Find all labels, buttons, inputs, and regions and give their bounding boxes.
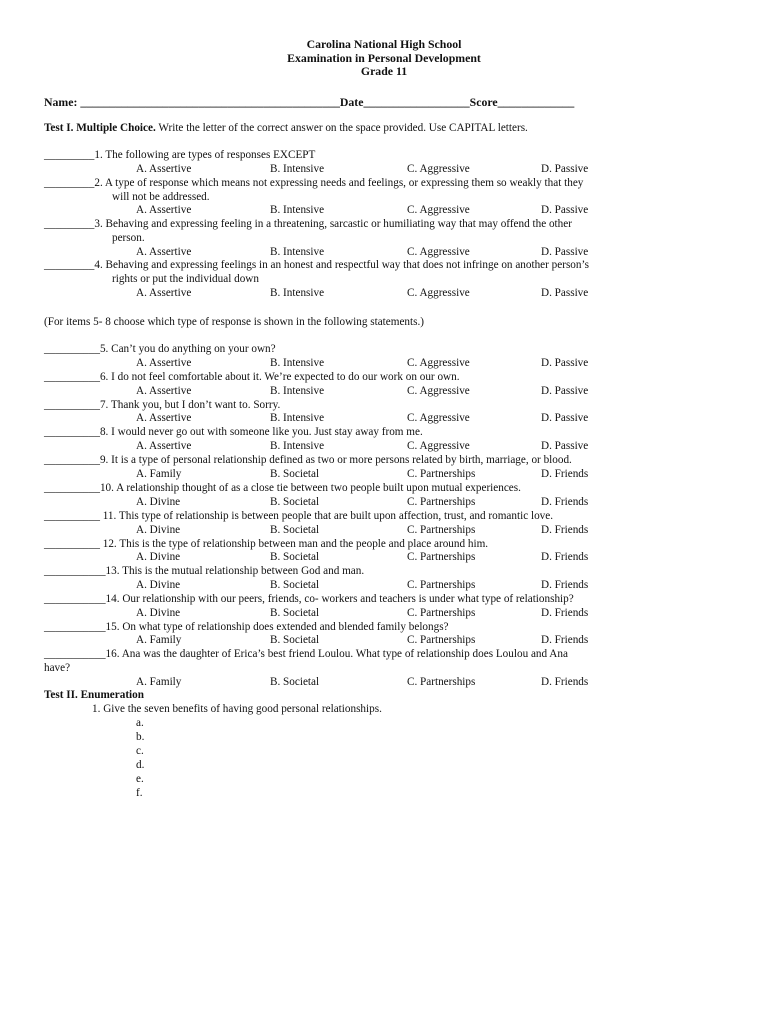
items-5-8-note: (For items 5- 8 choose which type of response is shown in the following statements.) [44,316,425,328]
question-11-options [0,524,768,538]
option-d: D. Friends [541,524,589,536]
test1-title: Test I. Multiple Choice. [44,122,156,134]
question-3-text: _________3. Behaving and expressing feeling in a threatening, sarcastic or humiliating way that may offend the other [44,218,572,230]
option-c: C. Aggressive [407,287,470,299]
question-11 [44,510,553,524]
option-d: D. Passive [541,440,589,452]
question-9 [44,454,572,468]
option-c: C. Aggressive [407,163,470,175]
question-2-text-cont: will not be addressed. [112,190,210,203]
question-6-text: __________6. I do not feel comfortable about it. We’re expected to do our work on our own. [44,371,460,383]
question-5-options [0,357,768,371]
question-1-text: _________1. The following are types of responses EXCEPT [44,149,316,161]
option-a: A. Assertive [136,412,192,424]
question-7 [44,399,280,413]
option-a: A. Divine [136,607,181,619]
option-a: A. Divine [136,579,181,591]
option-b: B. Societal [270,551,320,563]
option-b: B. Intensive [270,204,325,216]
option-a: A. Assertive [136,440,192,452]
option-c: C. Aggressive [407,246,470,258]
enum-item-f[interactable]: f. [136,787,143,799]
option-d: D. Passive [541,385,589,397]
option-b: B. Societal [270,579,320,591]
option-b: B. Societal [270,676,320,688]
option-b: B. Societal [270,607,320,619]
option-a: A. Family [136,468,182,480]
question-13-options [0,579,768,593]
option-b: B. Intensive [270,163,325,175]
option-d: D. Friends [541,551,589,563]
option-c: C. Partnerships [407,551,476,563]
enum-item-c[interactable]: c. [136,745,144,757]
option-d: D. Passive [541,412,589,424]
question-12 [44,538,488,552]
enum-item-a[interactable]: a. [136,717,144,729]
option-b: B. Intensive [270,287,325,299]
option-c: C. Aggressive [407,412,470,424]
option-d: D. Passive [541,357,589,369]
question-6 [44,371,460,385]
option-d: D. Passive [541,204,589,216]
question-5 [44,343,276,357]
test1-instructions [44,122,528,134]
question-15 [44,621,449,635]
question-14-text: ___________14. Our relationship with our peers, friends, co- workers and teachers is under what type of relationship? [44,593,574,605]
option-c: C. Partnerships [407,607,476,619]
question-7-options [0,412,768,426]
option-d: D. Friends [541,579,589,591]
question-8-text: __________8. I would never go out with someone like you. Just stay away from me. [44,426,423,438]
question-16 [44,648,568,676]
question-3-text-cont: person. [112,231,145,244]
option-a: A. Divine [136,524,181,536]
option-d: D. Friends [541,676,589,688]
name-date-score-line[interactable]: Name: ____________________________________________Date__________________Score_____________ [44,95,575,109]
question-2-text: _________2. A type of response which means not expressing needs and feelings, or expressing them so weakly that they [44,177,584,189]
option-d: D. Friends [541,607,589,619]
exam-header [0,38,768,79]
option-b: B. Intensive [270,412,325,424]
enumeration-question: 1. Give the seven benefits of having good personal relationships. [92,703,382,715]
question-1-options [0,163,768,177]
question-4-text-cont: rights or put the individual down [112,272,259,285]
question-15-options [0,634,768,648]
option-c: C. Aggressive [407,204,470,216]
question-4-text: _________4. Behaving and expressing feelings in an honest and respectful way that does not infringe on another person’s [44,259,589,271]
question-1 [44,149,315,163]
question-4-options [0,287,768,301]
option-a: A. Assertive [136,357,192,369]
question-2 [44,177,583,205]
question-13-text: ___________13. This is the mutual relationship between God and man. [44,565,365,577]
option-c: C. Partnerships [407,524,476,536]
school-name: Carolina National High School [306,37,462,51]
question-8 [44,426,423,440]
option-c: C. Aggressive [407,440,470,452]
test2-title: Test II. Enumeration [44,689,144,701]
question-14 [44,593,574,607]
enum-item-b[interactable]: b. [136,731,145,743]
test1-instruction-text: Write the letter of the correct answer on the space provided. Use CAPITAL letters. [155,122,528,134]
question-12-text: __________ 12. This is the type of relationship between man and the people and place around him. [44,538,489,550]
question-15-text: ___________15. On what type of relationship does extended and blended family belongs? [44,621,449,633]
question-10-options [0,496,768,510]
question-16-text-cont: have? [44,661,71,674]
question-3 [44,218,572,246]
option-a: A. Assertive [136,204,192,216]
question-8-options [0,440,768,454]
option-a: A. Family [136,676,182,688]
option-b: B. Intensive [270,440,325,452]
option-c: C. Partnerships [407,496,476,508]
grade-level: Grade 11 [360,64,408,78]
option-a: A. Assertive [136,287,192,299]
option-c: C. Aggressive [407,357,470,369]
question-16-options [0,676,768,690]
question-12-options [0,551,768,565]
option-d: D. Passive [541,246,589,258]
option-c: C. Partnerships [407,468,476,480]
question-11-text: __________ 11. This type of relationship is between people that are built upon affection, trust, and romantic love. [44,510,554,522]
option-b: B. Intensive [270,357,325,369]
option-c: C. Partnerships [407,676,476,688]
option-a: A. Family [136,634,182,646]
option-b: B. Societal [270,496,320,508]
question-10-text: __________10. A relationship thought of as a close tie between two people built upon mutual experiences. [44,482,521,494]
option-a: A. Divine [136,496,181,508]
option-d: D. Passive [541,163,589,175]
question-16-text: ___________16. Ana was the daughter of Erica’s best friend Loulou. What type of relationship does Loulou and Ana [44,648,568,660]
option-a: A. Assertive [136,385,192,397]
option-d: D. Friends [541,468,589,480]
option-c: C. Partnerships [407,579,476,591]
option-d: D. Friends [541,634,589,646]
question-2-options [0,204,768,218]
question-9-options [0,468,768,482]
question-10 [44,482,521,496]
question-13 [44,565,364,579]
option-a: A. Assertive [136,163,192,175]
question-4 [44,259,589,287]
enum-item-e[interactable]: e. [136,773,144,785]
option-b: B. Intensive [270,246,325,258]
option-b: B. Societal [270,468,320,480]
option-d: D. Friends [541,496,589,508]
question-14-options [0,607,768,621]
option-c: C. Partnerships [407,634,476,646]
option-b: B. Societal [270,634,320,646]
exam-title: Examination in Personal Development [287,50,481,65]
question-3-options [0,246,768,260]
enum-item-d[interactable]: d. [136,759,145,771]
question-7-text: __________7. Thank you, but I don’t want to. Sorry. [44,399,281,411]
option-d: D. Passive [541,287,589,299]
question-9-text: __________9. It is a type of personal relationship defined as two or more persons related by birth, marriage, or blood. [44,454,572,466]
option-a: A. Divine [136,551,181,563]
option-b: B. Intensive [270,385,325,397]
question-6-options [0,385,768,399]
question-5-text: __________5. Can’t you do anything on your own? [44,343,276,355]
option-a: A. Assertive [136,246,192,258]
option-c: C. Aggressive [407,385,470,397]
option-b: B. Societal [270,524,320,536]
